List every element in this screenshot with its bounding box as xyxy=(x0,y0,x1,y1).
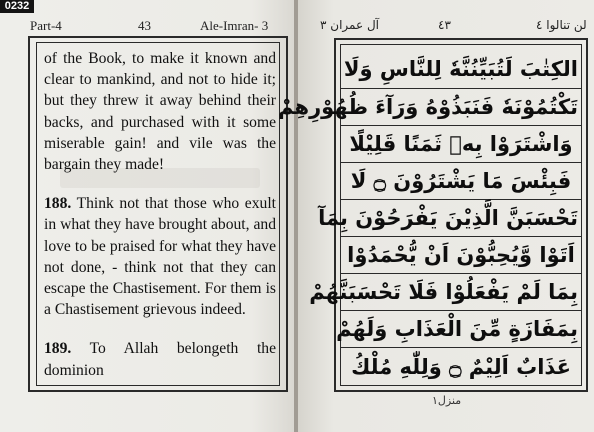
verse-189 xyxy=(44,338,276,380)
arabic-line-9: عَذَابٌ اَلِيْمٌ ۝ وَلِلّٰهِ مُلْكُ xyxy=(351,355,571,379)
page-number: 43 xyxy=(138,18,151,33)
line-rule xyxy=(340,88,582,89)
line-rule xyxy=(340,273,582,274)
arabic-line-1: الكِتٰبَ لَتُبَيِّنُنَّهٗ لِلنَّاسِ وَلَا xyxy=(343,57,578,81)
translation-text xyxy=(44,48,276,381)
verse-188-text: Think not that those who exult in what they have brought about, and love to be praised for what they have not done, - think not that they can escape the Chastisement. For them is a Chastisement grievous indeed. xyxy=(44,195,276,319)
verse-189-number: 189. xyxy=(44,340,72,358)
surah-label: Ale-Imran- 3 xyxy=(200,18,269,33)
line-rule xyxy=(340,162,582,163)
arabic-line-5: تَحْسَبَنَّ الَّذِيْنَ يَفْرَحُوْنَ بِمَآ xyxy=(318,206,578,230)
verse-189-text: To Allah belongeth the dominion xyxy=(44,340,276,379)
part-label: Part-4 xyxy=(30,18,62,33)
page-id-tag: 0232 xyxy=(0,0,34,13)
line-rule xyxy=(340,125,582,126)
line-rule xyxy=(340,310,582,311)
arabic-surah-label: آل عمران ٣ xyxy=(320,18,379,32)
arabic-line-3: وَاشْتَرَوْا بِهٖ ثَمَنًا قَلِيْلًا xyxy=(349,132,573,156)
passage-end: of the Book, to make it known and clear to mankind, and not to hide it; but they threw it away behind their backs, and purchased with it some miserable gain! and vile was the bargain they made! xyxy=(44,50,276,174)
left-page xyxy=(0,0,296,432)
line-rule xyxy=(340,199,582,200)
verse-188 xyxy=(44,193,276,320)
line-rule xyxy=(340,347,582,348)
juz-label: لن تنالوا ٤ xyxy=(536,18,587,32)
arabic-page-number: ٤٣ xyxy=(438,18,451,32)
manzil-footer: منزل١ xyxy=(432,394,462,407)
line-rule xyxy=(340,236,582,237)
verse-188-number: 188. xyxy=(44,195,72,213)
arabic-line-2: تَكْتُمُوْنَهٗ فَنَبَذُوْهُ وَرَآءَ ظُهُوْرِهِمْ xyxy=(278,95,578,119)
arabic-line-4: فَبِئْسَ مَا يَشْتَرُوْنَ ۝ لَا xyxy=(350,169,572,193)
arabic-line-6: اَتَوْا وَّيُحِبُّوْنَ اَنْ يُّحْمَدُوْا xyxy=(347,243,575,267)
arabic-line-7: بِمَا لَمْ يَفْعَلُوْا فَلَا تَحْسَبَنَّهُمْ xyxy=(309,280,578,304)
arabic-line-8: بِمَفَازَةٍ مِّنَ الْعَذَابِ وَلَهُمْ xyxy=(336,317,578,341)
